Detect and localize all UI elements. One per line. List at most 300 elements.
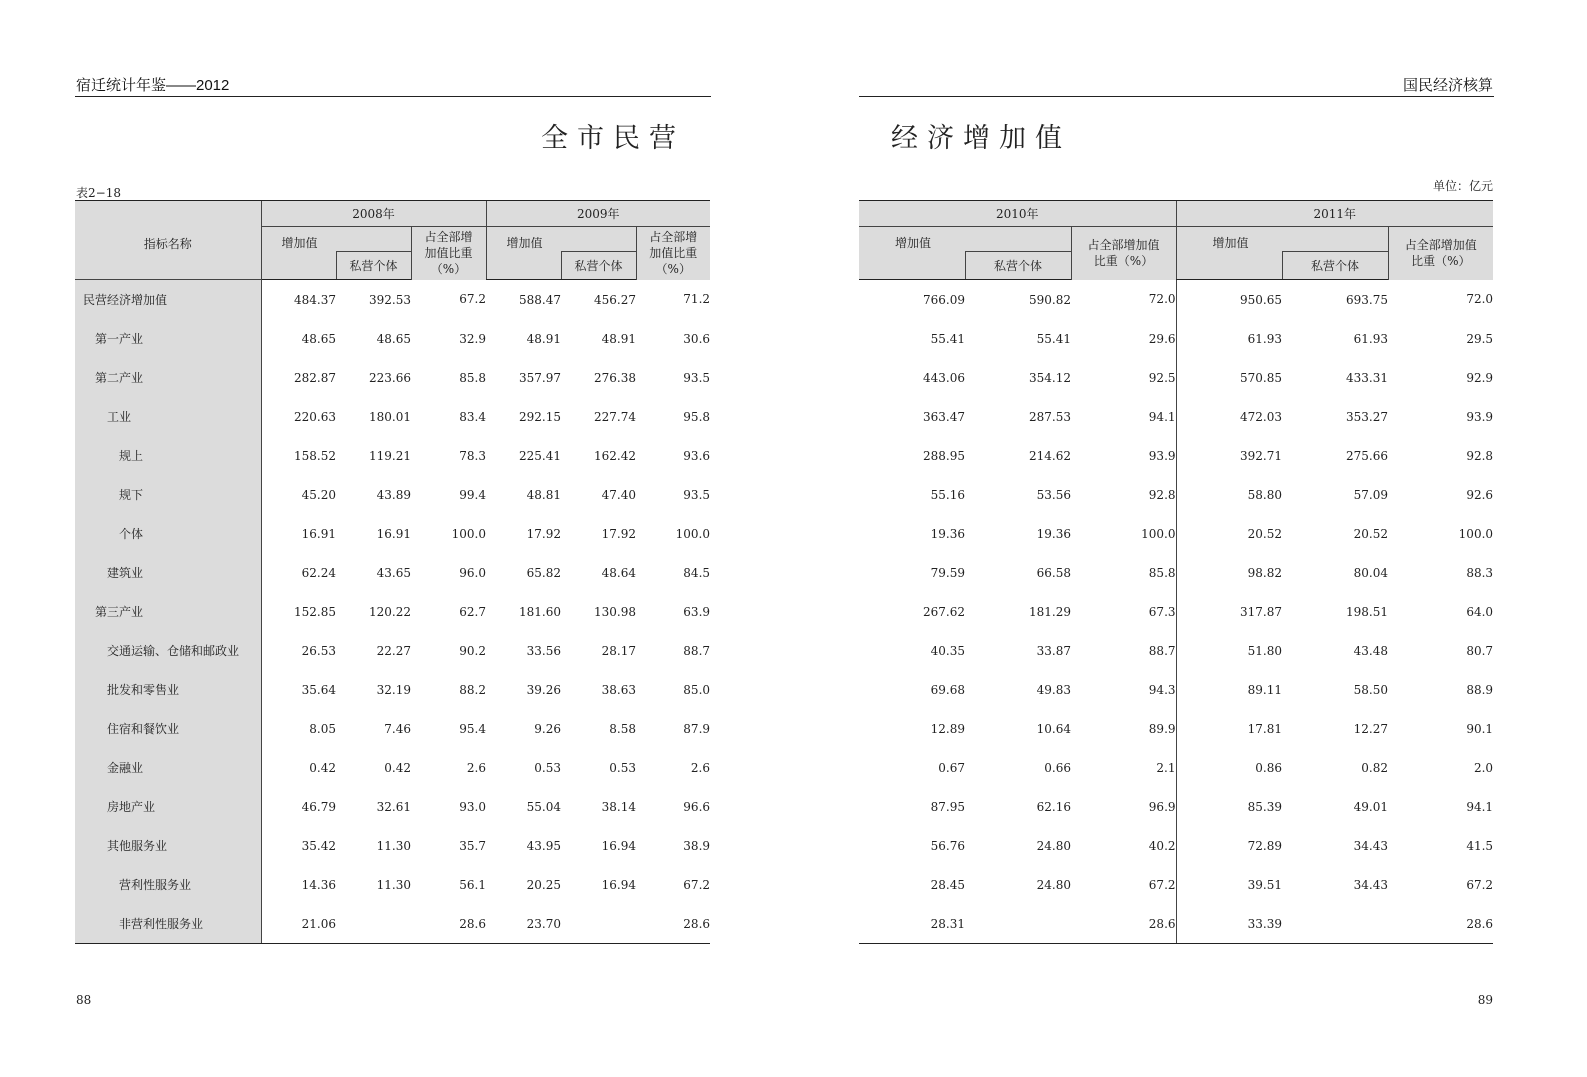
- data-cell: 214.62: [1029, 448, 1071, 463]
- table-row: [859, 748, 1493, 787]
- data-cell: 12.27: [1353, 721, 1389, 736]
- data-cell: 33.39: [1176, 904, 1282, 944]
- data-cell: 43.95: [526, 838, 561, 853]
- data-cell: 40.35: [930, 643, 965, 658]
- data-cell: 93.6: [683, 448, 711, 463]
- data-cell: 26.53: [261, 631, 336, 670]
- data-cell: 53.56: [1036, 487, 1071, 502]
- data-cell: 58.50: [1353, 682, 1389, 697]
- data-cell: 100.0: [675, 526, 711, 541]
- data-cell: 227.74: [594, 409, 636, 424]
- row-label: 交通运输、仓储和邮政业: [75, 631, 261, 670]
- table-row: [75, 631, 710, 670]
- table-row: [75, 475, 710, 514]
- table-row: [859, 553, 1493, 592]
- data-cell: 61.93: [1176, 319, 1282, 358]
- data-cell: 354.12: [1029, 370, 1071, 385]
- data-cell: 7.46: [384, 721, 411, 736]
- data-cell: 17.81: [1176, 709, 1282, 748]
- data-cell: 443.06: [923, 370, 965, 385]
- share-header-line: 比重（%）: [1411, 254, 1471, 269]
- row-label: 个体: [75, 514, 261, 553]
- data-cell: 47.40: [601, 487, 636, 502]
- data-cell: 93.5: [683, 370, 711, 385]
- year-header-2010: 2010年: [859, 201, 1176, 227]
- data-cell: 66.58: [1036, 565, 1071, 580]
- data-cell: 100.0: [451, 526, 486, 541]
- data-cell: 353.27: [1346, 409, 1389, 424]
- data-cell: 292.15: [519, 409, 561, 424]
- data-cell: 0.82: [1361, 760, 1389, 775]
- year-header-2009: 2009年: [486, 201, 710, 227]
- row-label: 规下: [75, 475, 261, 514]
- data-cell: [336, 904, 411, 944]
- header-spacer: [486, 252, 561, 280]
- data-cell: [561, 904, 636, 944]
- data-cell: 38.63: [601, 682, 636, 697]
- data-cell: 71.2: [683, 292, 711, 307]
- row-label: 批发和零售业: [75, 670, 261, 709]
- share-header-line: （%）: [430, 262, 467, 277]
- row-label: 第一产业: [75, 319, 261, 358]
- table-row: [75, 787, 710, 826]
- data-cell: 95.8: [683, 409, 711, 424]
- data-cell: 282.87: [261, 358, 336, 397]
- data-cell: 484.37: [261, 280, 336, 320]
- row-label: 第三产业: [75, 592, 261, 631]
- data-cell: 95.4: [459, 721, 486, 736]
- data-cell: 48.65: [376, 331, 411, 346]
- data-cell: 49.83: [1036, 682, 1071, 697]
- data-cell: 62.16: [1036, 799, 1071, 814]
- table-row: [859, 670, 1493, 709]
- data-cell: 267.62: [923, 604, 965, 619]
- data-cell: 0.86: [1176, 748, 1282, 787]
- data-cell: 84.5: [683, 565, 711, 580]
- data-cell: 41.5: [1466, 838, 1494, 853]
- data-cell: 92.8: [1466, 448, 1494, 463]
- data-cell: 58.80: [1176, 475, 1282, 514]
- share-header: [411, 227, 486, 280]
- table-row: [859, 904, 1493, 944]
- data-cell: 55.04: [526, 799, 561, 814]
- table-row: [859, 319, 1493, 358]
- data-cell: 93.9: [1148, 448, 1176, 463]
- data-cell: 28.45: [930, 877, 965, 892]
- share-header: [636, 227, 710, 280]
- row-label: 规上: [75, 436, 261, 475]
- row-label: 金融业: [75, 748, 261, 787]
- data-cell: 32.9: [459, 331, 486, 346]
- data-cell: 17.92: [601, 526, 636, 541]
- data-cell: 287.53: [1029, 409, 1071, 424]
- added-value-header: 增加值: [1176, 227, 1388, 252]
- data-cell: 275.66: [1346, 448, 1389, 463]
- data-cell: 2.6: [466, 760, 486, 775]
- data-cell: 29.6: [1148, 331, 1176, 346]
- data-cell: 276.38: [594, 370, 636, 385]
- running-head-left: 宿迁统计年鉴——2012: [76, 77, 230, 94]
- data-cell: 64.0: [1466, 604, 1494, 619]
- data-cell: 19.36: [1036, 526, 1071, 541]
- private-header: 私营个体: [561, 252, 636, 280]
- data-cell: 392.53: [369, 292, 411, 307]
- added-value-header: 增加值: [859, 227, 1071, 252]
- share-header-line: 比重（%）: [1093, 254, 1154, 269]
- data-cell: 96.0: [459, 565, 486, 580]
- data-cell: 28.17: [601, 643, 636, 658]
- data-cell: 89.11: [1176, 670, 1282, 709]
- data-cell: [965, 904, 1071, 944]
- data-cell: 198.51: [1346, 604, 1389, 619]
- table-row: [859, 514, 1493, 553]
- data-cell: 80.7: [1466, 643, 1494, 658]
- data-cell: 55.41: [1036, 331, 1071, 346]
- table-row: [75, 280, 710, 320]
- data-cell: 181.60: [519, 604, 561, 619]
- data-cell: 93.5: [683, 487, 711, 502]
- data-cell: 35.42: [261, 826, 336, 865]
- data-cell: 38.9: [683, 838, 711, 853]
- data-cell: 88.2: [459, 682, 486, 697]
- data-cell: 19.36: [930, 526, 965, 541]
- table-row: [75, 553, 710, 592]
- table-row: [859, 865, 1493, 904]
- data-cell: 57.09: [1353, 487, 1389, 502]
- data-cell: 0.42: [384, 760, 411, 775]
- data-cell: 472.03: [1176, 397, 1282, 436]
- table-row: [75, 670, 710, 709]
- table-row: [859, 592, 1493, 631]
- table-row: [859, 436, 1493, 475]
- data-cell: 433.31: [1346, 370, 1389, 385]
- row-label: 房地产业: [75, 787, 261, 826]
- data-cell: 32.19: [376, 682, 411, 697]
- private-header: 私营个体: [336, 252, 411, 280]
- data-cell: 23.70: [486, 904, 561, 944]
- data-cell: 85.0: [683, 682, 711, 697]
- unit-label: 单位：亿元: [1432, 179, 1493, 193]
- left-page: [0, 0, 793, 1077]
- data-cell: 80.04: [1353, 565, 1389, 580]
- data-cell: 48.91: [601, 331, 636, 346]
- data-cell: 90.1: [1466, 721, 1494, 736]
- data-cell: 78.3: [459, 448, 486, 463]
- data-cell: 48.65: [261, 319, 336, 358]
- data-cell: 98.82: [1176, 553, 1282, 592]
- year-header-2008: 2008年: [261, 201, 486, 227]
- data-cell: 43.65: [376, 565, 411, 580]
- data-cell: 590.82: [1029, 292, 1071, 307]
- data-cell: 88.3: [1466, 565, 1494, 580]
- data-cell: 67.3: [1148, 604, 1176, 619]
- data-cell: 94.3: [1148, 682, 1176, 697]
- data-cell: 570.85: [1176, 358, 1282, 397]
- data-cell: 43.48: [1353, 643, 1389, 658]
- data-cell: 55.16: [930, 487, 965, 502]
- share-header: [1388, 227, 1493, 280]
- data-cell: 0.53: [534, 760, 561, 775]
- data-cell: 8.05: [261, 709, 336, 748]
- table-row: [859, 475, 1493, 514]
- data-cell: 45.20: [261, 475, 336, 514]
- data-cell: 588.47: [519, 292, 561, 307]
- data-cell: 317.87: [1176, 592, 1282, 631]
- data-cell: 89.9: [1148, 721, 1176, 736]
- table-row: [75, 748, 710, 787]
- right-page: [793, 0, 1587, 1077]
- data-cell: 29.5: [1466, 331, 1494, 346]
- running-head-right: 国民经济核算: [1402, 77, 1493, 94]
- data-cell: 96.9: [1148, 799, 1176, 814]
- data-cell: 10.64: [1036, 721, 1071, 736]
- data-cell: 43.89: [376, 487, 411, 502]
- data-cell: 24.80: [1036, 877, 1071, 892]
- data-cell: 0.66: [1044, 760, 1071, 775]
- year-header-2011: 2011年: [1176, 201, 1493, 227]
- header-rule-right: [859, 96, 1494, 97]
- data-cell: 92.9: [1466, 370, 1494, 385]
- table-row: [859, 358, 1493, 397]
- data-cell: 0.53: [609, 760, 636, 775]
- data-cell: 48.81: [526, 487, 561, 502]
- private-header: 私营个体: [965, 252, 1071, 280]
- data-cell: 93.0: [459, 799, 486, 814]
- data-cell: 766.09: [923, 292, 965, 307]
- data-cell: 28.31: [859, 904, 965, 944]
- data-cell: 24.80: [1036, 838, 1071, 853]
- data-cell: 88.7: [1148, 643, 1176, 658]
- data-table-left: [75, 200, 710, 944]
- data-cell: 34.43: [1353, 838, 1389, 853]
- data-cell: 87.9: [683, 721, 711, 736]
- share-header-line: 加值比重: [424, 246, 473, 261]
- data-cell: 63.9: [683, 604, 711, 619]
- page-title-left: 全市民营: [541, 123, 685, 154]
- data-cell: 85.8: [1148, 565, 1176, 580]
- data-cell: 67.2: [459, 292, 486, 307]
- data-cell: 16.91: [261, 514, 336, 553]
- row-label: 非营利性服务业: [75, 904, 261, 944]
- data-cell: 39.26: [526, 682, 561, 697]
- row-label: 第二产业: [75, 358, 261, 397]
- data-cell: 12.89: [930, 721, 965, 736]
- table-row: [75, 397, 710, 436]
- data-cell: 62.24: [261, 553, 336, 592]
- data-cell: 46.79: [261, 787, 336, 826]
- data-cell: 120.22: [369, 604, 411, 619]
- data-cell: 181.29: [1029, 604, 1071, 619]
- data-cell: 92.8: [1148, 487, 1176, 502]
- table-row: [75, 358, 710, 397]
- share-header-line: 加值比重: [649, 246, 698, 261]
- data-cell: 180.01: [369, 409, 411, 424]
- data-cell: 35.64: [261, 670, 336, 709]
- data-cell: 38.14: [601, 799, 636, 814]
- page-title-right: 经济增加值: [891, 123, 1071, 154]
- page-number-left: 88: [76, 993, 92, 1007]
- data-cell: 88.9: [1466, 682, 1494, 697]
- data-cell: 456.27: [594, 292, 636, 307]
- added-value-header: 增加值: [486, 227, 636, 252]
- data-cell: 0.67: [938, 760, 965, 775]
- data-cell: 85.39: [1176, 787, 1282, 826]
- data-cell: 21.06: [261, 904, 336, 944]
- header-spacer: [261, 252, 336, 280]
- table-row: [859, 397, 1493, 436]
- data-cell: 61.93: [1353, 331, 1389, 346]
- data-cell: 79.59: [930, 565, 965, 580]
- data-cell: 72.89: [1176, 826, 1282, 865]
- data-cell: 99.4: [459, 487, 486, 502]
- data-cell: 0.42: [261, 748, 336, 787]
- data-cell: 152.85: [261, 592, 336, 631]
- data-cell: 28.6: [411, 904, 486, 944]
- data-cell: 22.27: [376, 643, 411, 658]
- header-rule-left: [75, 96, 711, 97]
- page-number-right: 89: [1477, 993, 1493, 1007]
- data-cell: 65.82: [526, 565, 561, 580]
- data-cell: 20.52: [1353, 526, 1389, 541]
- share-header-line: 占全部增: [424, 230, 473, 245]
- table-row: [75, 592, 710, 631]
- data-cell: 130.98: [594, 604, 636, 619]
- table-row: [75, 514, 710, 553]
- data-cell: 2.0: [1473, 760, 1494, 775]
- data-cell: 93.9: [1466, 409, 1494, 424]
- data-cell: 119.21: [369, 448, 411, 463]
- data-cell: 48.64: [601, 565, 636, 580]
- data-cell: 357.97: [519, 370, 561, 385]
- header-spacer: [1176, 252, 1282, 280]
- data-cell: 100.0: [1458, 526, 1494, 541]
- row-label: 民营经济增加值: [75, 280, 261, 320]
- data-cell: 34.43: [1353, 877, 1389, 892]
- data-cell: 49.01: [1353, 799, 1389, 814]
- data-cell: 16.94: [601, 877, 636, 892]
- table-row: [75, 319, 710, 358]
- data-cell: 2.6: [690, 760, 711, 775]
- data-cell: 67.2: [1148, 877, 1176, 892]
- table-row: [859, 709, 1493, 748]
- data-cell: 40.2: [1148, 838, 1176, 853]
- data-cell: 8.58: [609, 721, 636, 736]
- row-label: 营利性服务业: [75, 865, 261, 904]
- data-cell: 94.1: [1466, 799, 1494, 814]
- data-cell: 94.1: [1148, 409, 1176, 424]
- data-cell: 88.7: [683, 643, 711, 658]
- share-header-line: 占全部增加值: [1087, 238, 1160, 253]
- data-cell: 220.63: [261, 397, 336, 436]
- table-row: [75, 865, 710, 904]
- table-id: 表2−18: [76, 186, 121, 200]
- data-cell: 11.30: [376, 877, 411, 892]
- table-row: [75, 904, 710, 944]
- data-cell: 288.95: [923, 448, 965, 463]
- data-cell: [1282, 904, 1388, 944]
- data-cell: 67.2: [1466, 877, 1494, 892]
- data-cell: 55.41: [930, 331, 965, 346]
- data-cell: 158.52: [261, 436, 336, 475]
- data-cell: 20.52: [1176, 514, 1282, 553]
- data-cell: 90.2: [459, 643, 486, 658]
- row-label: 建筑业: [75, 553, 261, 592]
- data-cell: 14.36: [261, 865, 336, 904]
- table-row: [75, 436, 710, 475]
- data-cell: 85.8: [459, 370, 486, 385]
- data-cell: 62.7: [459, 604, 486, 619]
- indicator-header: 指标名称: [75, 201, 261, 280]
- data-cell: 96.6: [683, 799, 711, 814]
- data-cell: 162.42: [594, 448, 636, 463]
- data-table-right: [859, 200, 1493, 944]
- header-spacer: [859, 252, 965, 280]
- data-cell: 69.68: [930, 682, 965, 697]
- data-cell: 67.2: [683, 877, 711, 892]
- data-cell: 11.30: [376, 838, 411, 853]
- data-cell: 32.61: [376, 799, 411, 814]
- private-header: 私营个体: [1282, 252, 1388, 280]
- data-cell: 72.0: [1148, 292, 1176, 307]
- share-header-line: 占全部增加值: [1404, 238, 1477, 253]
- data-cell: 16.94: [601, 838, 636, 853]
- data-cell: 35.7: [459, 838, 486, 853]
- row-label: 其他服务业: [75, 826, 261, 865]
- share-header-line: 占全部增: [649, 230, 698, 245]
- data-cell: 223.66: [369, 370, 411, 385]
- table-row: [859, 631, 1493, 670]
- data-cell: 16.91: [376, 526, 411, 541]
- data-cell: 87.95: [930, 799, 965, 814]
- data-cell: 51.80: [1176, 631, 1282, 670]
- data-cell: 693.75: [1346, 292, 1389, 307]
- data-cell: 33.87: [1036, 643, 1071, 658]
- table-row: [859, 826, 1493, 865]
- data-cell: 48.91: [526, 331, 561, 346]
- data-cell: 56.1: [459, 877, 486, 892]
- row-label: 住宿和餐饮业: [75, 709, 261, 748]
- data-cell: 39.51: [1176, 865, 1282, 904]
- data-cell: 2.1: [1156, 760, 1176, 775]
- data-cell: 30.6: [683, 331, 711, 346]
- data-cell: 28.6: [1388, 904, 1493, 944]
- data-cell: 92.6: [1466, 487, 1494, 502]
- data-cell: 33.56: [526, 643, 561, 658]
- data-cell: 56.76: [930, 838, 965, 853]
- data-cell: 72.0: [1466, 292, 1494, 307]
- row-label: 工业: [75, 397, 261, 436]
- data-cell: 9.26: [534, 721, 561, 736]
- data-cell: 28.6: [1071, 904, 1176, 944]
- data-cell: 20.25: [526, 877, 561, 892]
- data-cell: 225.41: [519, 448, 561, 463]
- data-cell: 17.92: [526, 526, 561, 541]
- data-cell: 363.47: [923, 409, 965, 424]
- data-cell: 83.4: [459, 409, 486, 424]
- table-row: [75, 709, 710, 748]
- data-cell: 950.65: [1176, 280, 1282, 320]
- data-cell: 100.0: [1141, 526, 1176, 541]
- table-row: [75, 826, 710, 865]
- data-cell: 92.5: [1148, 370, 1176, 385]
- added-value-header: 增加值: [261, 227, 411, 252]
- table-row: [859, 787, 1493, 826]
- share-header: [1071, 227, 1176, 280]
- share-header-line: （%）: [655, 262, 691, 277]
- data-cell: 28.6: [636, 904, 710, 944]
- table-row: [859, 280, 1493, 320]
- data-cell: 392.71: [1176, 436, 1282, 475]
